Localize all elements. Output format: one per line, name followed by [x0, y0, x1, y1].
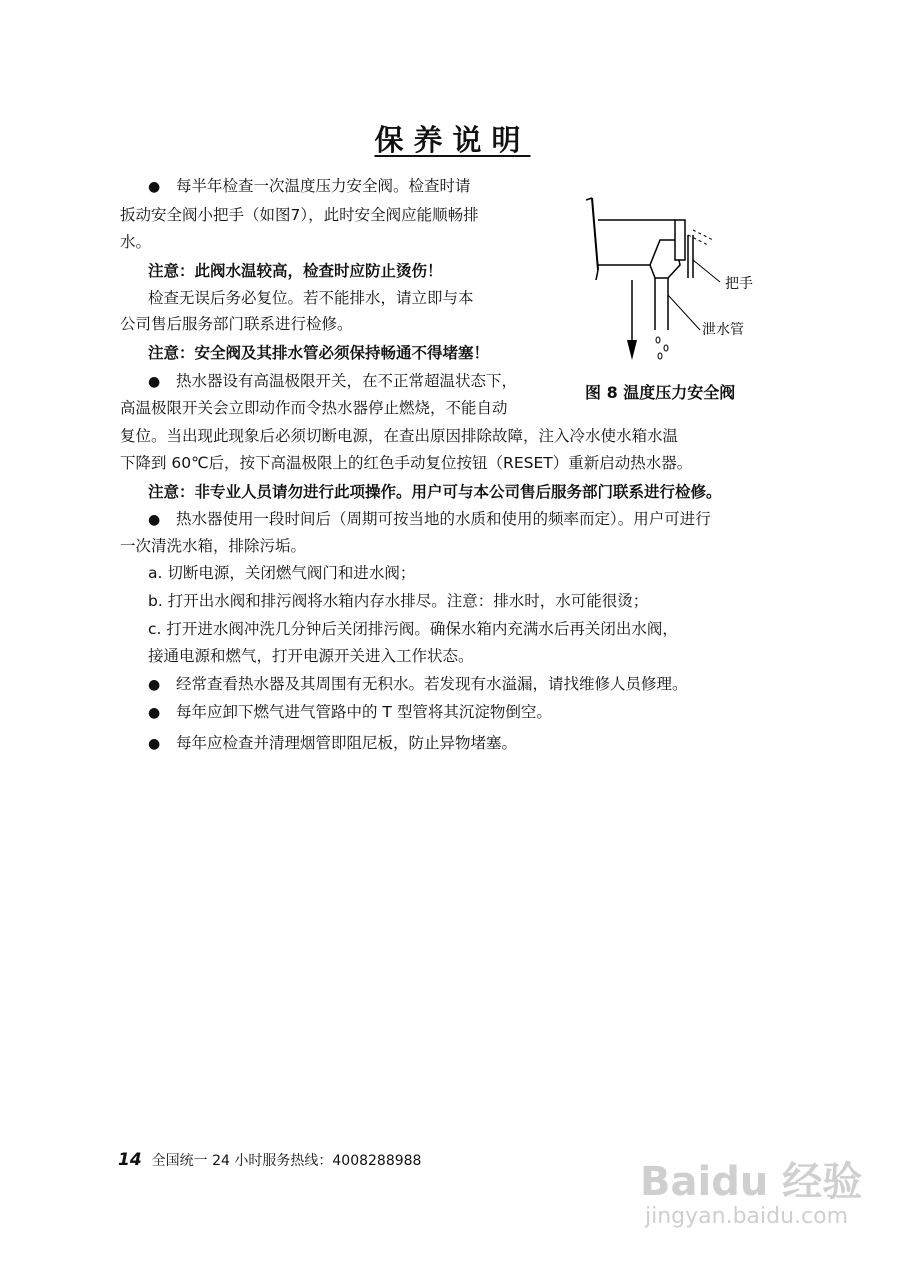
paragraph-line: ● 每年应卸下燃气进气管路中的 T 型管将其沉淀物倒空。: [148, 702, 552, 723]
footer: [118, 1150, 421, 1170]
paragraph-line: ● 每年应检查并清理烟管即阻尼板，防止异物堵塞。: [148, 733, 517, 754]
page-number: 14: [118, 1150, 142, 1170]
paragraph-line: 复位。当出现此现象后必须切断电源，在查出原因排除故障，注入冷水使水箱水温: [120, 427, 679, 445]
paragraph-line: ● 热水器使用一段时间后（周期可按当地的水质和使用的频率而定）。用户可进行: [148, 509, 711, 530]
warning-note: 注意：此阀水温较高，检查时应防止烫伤！: [148, 262, 443, 280]
step-item: c. 打开进水阀冲洗几分钟后关闭排污阀。确保水箱内充满水后再关闭出水阀，: [148, 620, 678, 638]
warning-note: 注意：非专业人员请勿进行此项操作。用户可与本公司售后服务部门联系进行检修。: [148, 483, 722, 501]
watermark-logo: Baidu 经验: [640, 1159, 863, 1205]
paragraph-line: 下降到 60℃后，按下高温极限上的红色手动复位按钮（RESET）重新启动热水器。: [120, 454, 693, 472]
drain-pipe-label: 泄水管: [702, 322, 744, 338]
paragraph-line: 公司售后服务部门联系进行检修。: [120, 315, 353, 333]
service-hotline: 全国统一 24 小时服务热线：4008288988: [151, 1153, 422, 1169]
paragraph-line: ● 经常查看热水器及其周围有无积水。若发现有水溢漏，请找维修人员修理。: [148, 674, 688, 695]
watermark-url: jingyan.baidu.com: [645, 1204, 849, 1229]
paragraph-line: 检查无误后务必复位。若不能排水，请立即与本: [148, 289, 474, 307]
step-item: a. 切断电源，关闭燃气阀门和进水阀；: [148, 564, 416, 582]
paragraph-line: ● 每半年检查一次温度压力安全阀。检查时请: [148, 176, 471, 197]
step-item: 接通电源和燃气，打开电源开关进入工作状态。: [148, 647, 474, 665]
warning-note: 注意：安全阀及其排水管必须保持畅通不得堵塞！: [148, 344, 490, 362]
page-title: 保养说明: [374, 123, 531, 157]
figure-caption: 图 8 温度压力安全阀: [585, 383, 736, 402]
valve-diagram: [580, 190, 770, 370]
paragraph-line: 高温极限开关会立即动作而令热水器停止燃烧，不能自动: [120, 399, 508, 417]
paragraph-line: 扳动安全阀小把手（如图7），此时安全阀应能顺畅排: [120, 206, 479, 224]
step-item: b. 打开出水阀和排污阀将水箱内存水排尽。注意：排水时，水可能很烫；: [148, 592, 649, 610]
paragraph-line: ● 热水器设有高温极限开关，在不正常超温状态下，: [148, 371, 517, 392]
handle-label: 把手: [725, 276, 753, 292]
paragraph-line: 水。: [120, 233, 152, 251]
paragraph-line: 一次清洗水箱，排除污垢。: [120, 537, 307, 555]
